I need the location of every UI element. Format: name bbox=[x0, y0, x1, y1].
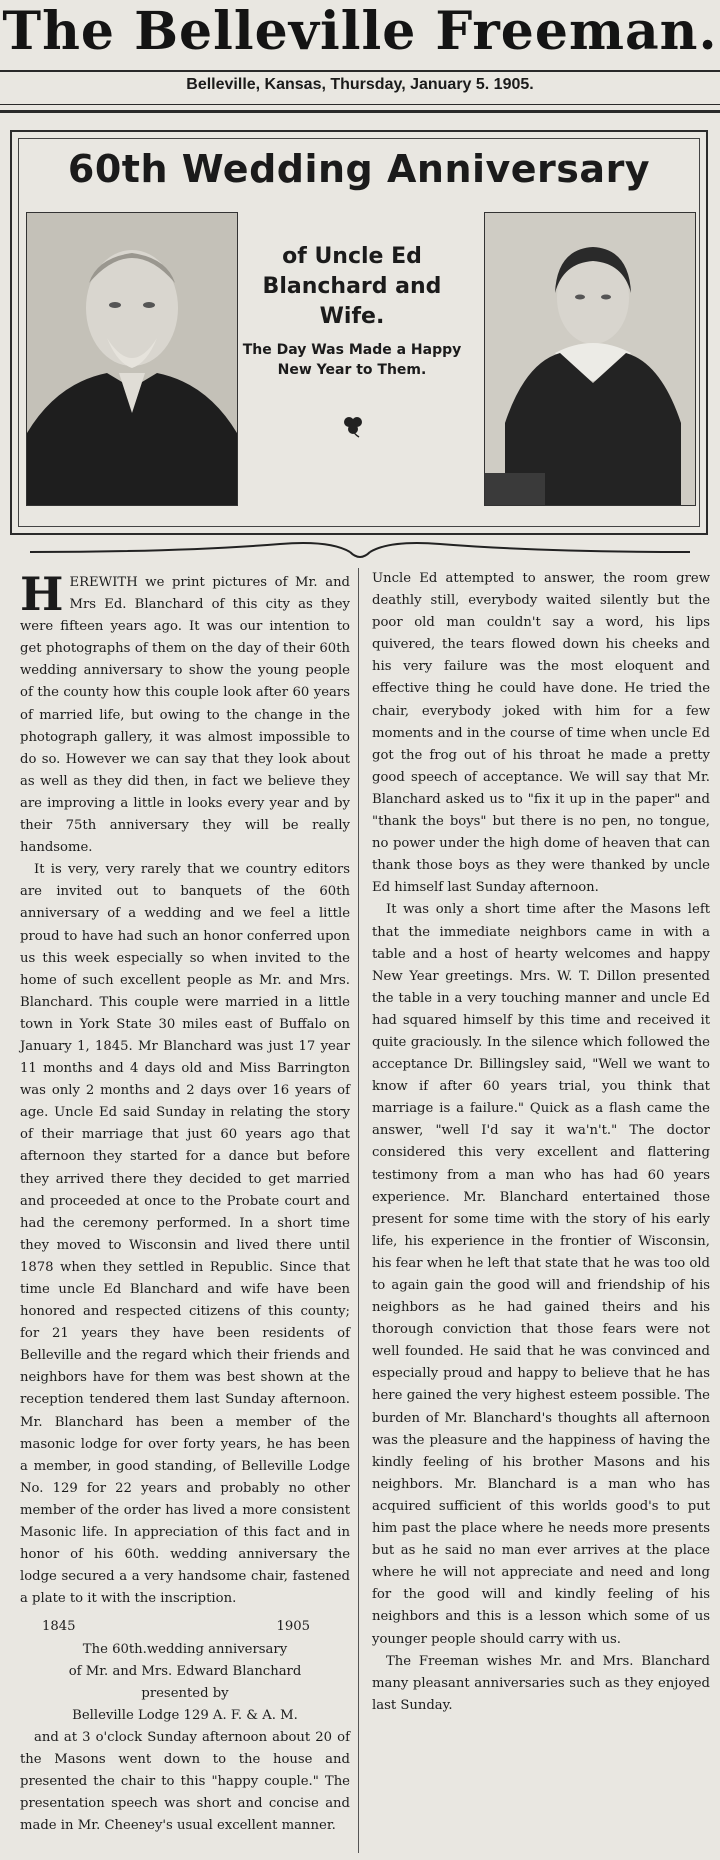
inscription-line-1: The 60th.wedding anniversary bbox=[82, 1641, 288, 1657]
inscription-year-end: 1905 bbox=[276, 1619, 310, 1635]
article-paragraph-3-continued: Uncle Ed attempted to answer, the room grew deathly still, everybody waited silently but the poor old man couldn't say a word, his lips quivered, the tears flowed down his cheeks and his very failure was the most eloquent and effective thing he could have done. He tried the chair, everybody joked with him for a few moments and in the course of time when uncle Ed got the frog out of his throat he made a pretty good speech of acceptance. We will say that Mr. Blanchard asked us to "fix it up in the paper" and "thank the boys" but there is no pen, no tongue, no power under the high dome of heaven that can thank those boys as they were thanked by uncle Ed himself last Sunday afternoon. bbox=[372, 571, 710, 896]
column-separator bbox=[358, 568, 359, 1853]
article-column-left bbox=[20, 567, 350, 1837]
inscription-line-4: Belleville Lodge 129 A. F. & A. M. bbox=[72, 1707, 298, 1723]
masthead-rule-mid bbox=[0, 104, 720, 105]
article-paragraph-3: and at 3 o'clock Sunday afternoon about 20 of the Masons went down to the house and presented the chair to this "happy couple." The presentation speech was short and concise and made in Mr. Cheeney's usual excellent manner. bbox=[20, 1729, 350, 1834]
article-column-right bbox=[372, 568, 710, 1717]
clover-ornament-icon bbox=[341, 414, 365, 442]
inscription-line-3: presented by bbox=[141, 1685, 229, 1701]
masthead-rule-top bbox=[0, 70, 720, 72]
masthead bbox=[0, 0, 720, 93]
newspaper-title: The Belleville Freeman. bbox=[2, 1, 718, 62]
inscription-year-start: 1845 bbox=[42, 1619, 76, 1635]
article-paragraph-2: It is very, very rarely that we country editors are invited out to banquets of the 60th anniversary of a wedding and we feel a little proud to have had such an honor conferred upon us this week especially so when invited to the home of such excellent people as Mr. and Mrs. Blanchard. This couple were married in a little town in York State 30 miles east of Buffalo on January 1, 1845. Mr Blanchard was just 17 year 11 months and 4 days old and Miss Barrington was only 2 months and 2 days over 16 years of age. Uncle Ed said Sunday in relating the story of their marriage that just 60 years ago that afternoon they started for a dance but before they arrived there they decided to get married and proceeded at once to the Probate court and had the ceremony performed. In a short time they moved to Wisconsin and lived there until 1878 when they settled in Republic. Since that time uncle Ed Blanchard and wife have been honored and respected citizens of this county; for 21 years they have been residents of Belleville and the regard which their friends and neighbors have for them was best shown at the reception tendered them last Sunday afternoon. Mr. Blanchard has been a member of the masonic lodge for over forty years, he has been a member, in good standing, of Belleville Lodge No. 129 for 22 years and probably no other member of the order has lived a more consistent Masonic life. In appreciation of this fact and in honor of his 60th. wedding anniversary the lodge secured a a very handsome chair, fastened a plate to it with the inscription. bbox=[20, 862, 350, 1607]
portrait-mr-blanchard bbox=[26, 212, 238, 506]
headline: 60th Wedding Anniversary bbox=[67, 147, 651, 191]
headline-box bbox=[10, 130, 708, 535]
dateline: Belleville, Kansas, Thursday, January 5. 1905. bbox=[186, 76, 534, 93]
article-paragraph-5: The Freeman wishes Mr. and Mrs. Blanchard many pleasant anniversaries such as they enjoyed last Sunday. bbox=[372, 1653, 710, 1713]
inscription-years bbox=[20, 1616, 350, 1638]
ornamental-divider bbox=[30, 540, 690, 564]
deck: The Day Was Made a Happy New Year to Them. bbox=[242, 342, 462, 378]
masthead-rule-bottom bbox=[0, 110, 720, 113]
drop-cap: H bbox=[20, 567, 64, 621]
portrait-mrs-blanchard bbox=[484, 212, 696, 506]
article-paragraph-4: It was only a short time after the Masons left that the immediate neighbors came in with a table and a host of hearty welcomes and happy New Year greetings. Mrs. W. T. Dillon presented the table in a very touching manner and uncle Ed had squared himself by this time and received it quite graciously. In the silence which followed the acceptance Dr. Billingsley said, "Well we want to know if after 60 years trial, you think that marriage is a failure." Quick as a flash came the answer, "well I'd say it wa'n't." The doctor considered this very excellent and flattering testimony from a man who has had 60 years experience. Mr. Blanchard entertained those present for some time with the story of his early life, his experience in the frontier of Wisconsin, his fear when he left that state that he was too old to again gain the good will and friendship of his neighbors as he had gained theirs and his thorough conviction that those fears were not well founded. He said that he was convinced and especially proud and happy to believe that he has here gained the very highest esteem possible. The burden of Mr. Blanchard's thoughts all afternoon was the pleasure and the happiness of having the kindly feeling of his brother Masons and his neighbors. Mr. Blanchard is a man who has acquired sufficient of this worlds good's to put him past the place where he needs more presents but as he said no man ever arrives at the place where he will not appreciate and need and long for the good will and kindly feeling of his neighbors and this is a lesson which some of us younger people should carry with us. bbox=[372, 902, 710, 1647]
inscription-line-2: of Mr. and Mrs. Edward Blanchard bbox=[68, 1663, 302, 1679]
subheadline: of Uncle Ed Blanchard and Wife. bbox=[262, 244, 442, 329]
paragraph-1-text: EREWITH we print pictures of Mr. and Mrs Ed. Blanchard of this city as they were fifteen years ago. It was our intention to get photographs of them on the day of their 60th wedding anniversary to show the young people of the county how this couple look after 60 years of married life, but owing to the change in the photograph gallery, it was almost impossible to do so. However we can say that they look about as well as they did then, in fact we believe they are improving a little in looks every year and by their 75th anniversary they will be really handsome. bbox=[20, 575, 350, 856]
article-paragraph-1 bbox=[20, 567, 350, 859]
